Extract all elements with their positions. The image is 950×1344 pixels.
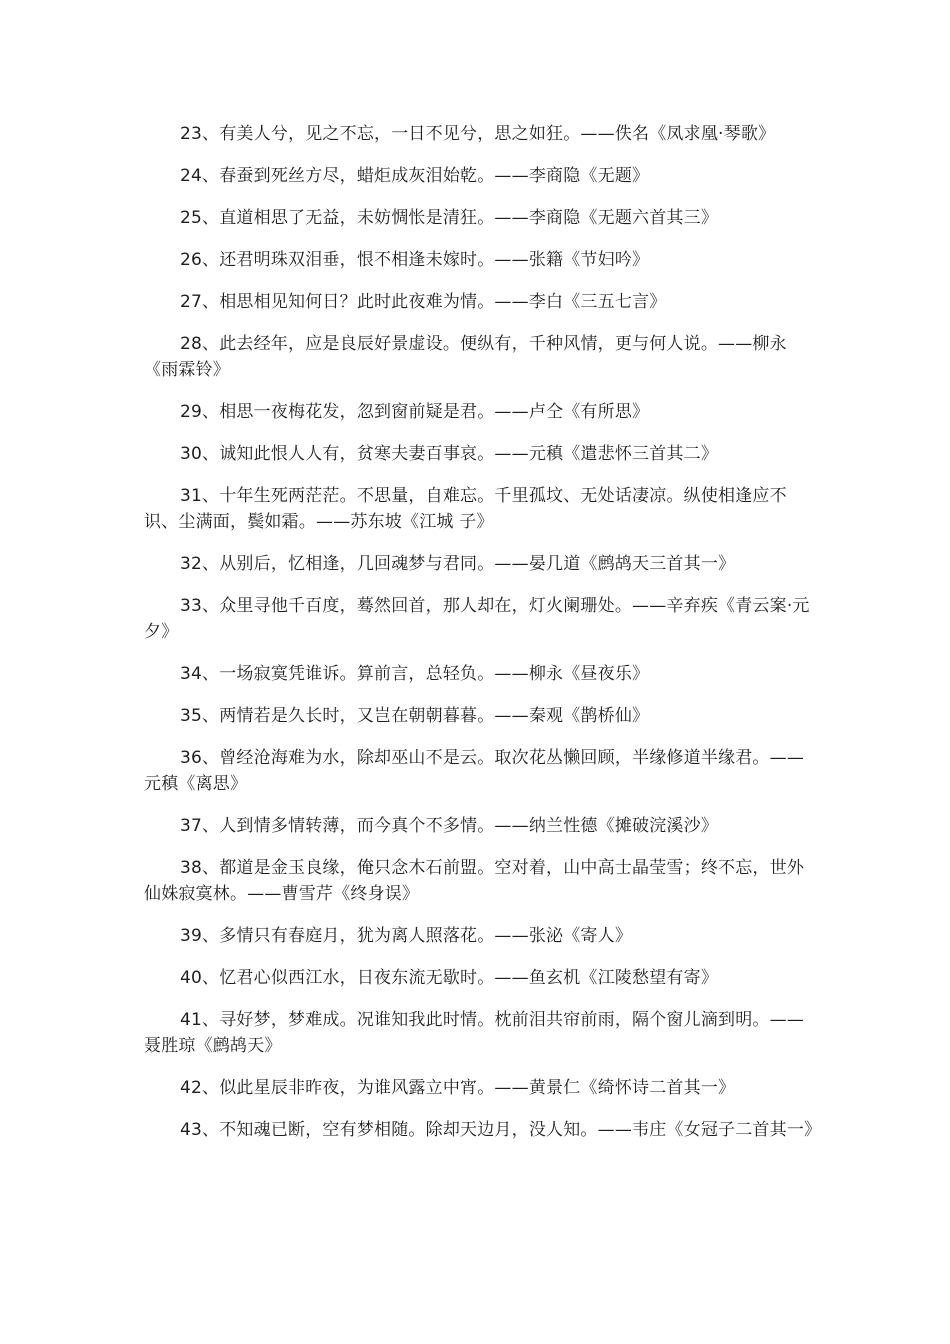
poem-item: 39、多情只有春庭月，犹为离人照落花。——张泌《寄人》 <box>180 926 633 946</box>
poem-item: 25、直道相思了无益，未妨惆怅是清狂。——李商隐《无题六首其三》 <box>180 208 719 228</box>
poem-item: 26、还君明珠双泪垂，恨不相逢未嫁时。——张籍《节妇吟》 <box>180 250 650 270</box>
poem-list <box>144 121 820 1159</box>
poem-item: 40、忆君心似西江水，日夜东流无歇时。——鱼玄机《江陵愁望有寄》 <box>180 968 719 988</box>
poem-item: 38、都道是金玉良缘，俺只念木石前盟。空对着，山中高士晶莹雪；终不忘，世外仙姝寂寞林。——曹雪芹《终身误》 <box>144 858 805 904</box>
poem-item: 34、一场寂寞凭谁诉。算前言，总轻负。——柳永《昼夜乐》 <box>180 664 650 684</box>
poem-item: 29、相思一夜梅花发，忽到窗前疑是君。——卢仝《有所思》 <box>180 402 650 422</box>
poem-item: 30、诚知此恨人人有，贫寒夫妻百事哀。——元稹《遣悲怀三首其二》 <box>180 444 719 464</box>
poem-item: 28、此去经年，应是良辰好景虚设。便纵有，千种风情，更与何人说。——柳永《雨霖铃》 <box>144 334 787 380</box>
poem-item: 41、寻好梦，梦难成。况谁知我此时情。枕前泪共帘前雨，隔个窗儿滴到明。——聂胜琼《鹧鸪天》 <box>144 1010 805 1056</box>
poem-item: 24、春蚕到死丝方尽，蜡炬成灰泪始乾。——李商隐《无题》 <box>180 166 650 186</box>
poem-item: 42、似此星辰非昨夜，为谁风露立中宵。——黄景仁《绮怀诗二首其一》 <box>180 1078 736 1098</box>
poem-item: 23、有美人兮，见之不忘，一日不见兮，思之如狂。——佚名《凤求凰·琴歌》 <box>180 124 776 144</box>
poem-item: 31、十年生死两茫茫。不思量，自难忘。千里孤坟、无处话凄凉。纵使相逢应不识、尘满面，鬓如霜。——苏东坡《江城 子》 <box>144 486 787 532</box>
poem-item: 36、曾经沧海难为水，除却巫山不是云。取次花丛懒回顾，半缘修道半缘君。——元稹《离思》 <box>144 748 805 794</box>
poem-item: 43、不知魂已断，空有梦相随。除却天边月，没人知。——韦庄《女冠子二首其一》 <box>180 1120 822 1140</box>
poem-item: 32、从别后，忆相逢，几回魂梦与君同。——晏几道《鹧鸪天三首其一》 <box>180 554 736 574</box>
poem-item: 37、人到情多情转薄，而今真个不多情。——纳兰性德《摊破浣溪沙》 <box>180 816 719 836</box>
poem-item: 27、相思相见知何日？此时此夜难为情。——李白《三五七言》 <box>180 292 667 312</box>
poem-item: 35、两情若是久长时，又岂在朝朝暮暮。——秦观《鹊桥仙》 <box>180 706 650 726</box>
poem-item: 33、众里寻他千百度，蓦然回首，那人却在，灯火阑珊处。——辛弃疾《青云案·元夕》 <box>144 596 810 642</box>
